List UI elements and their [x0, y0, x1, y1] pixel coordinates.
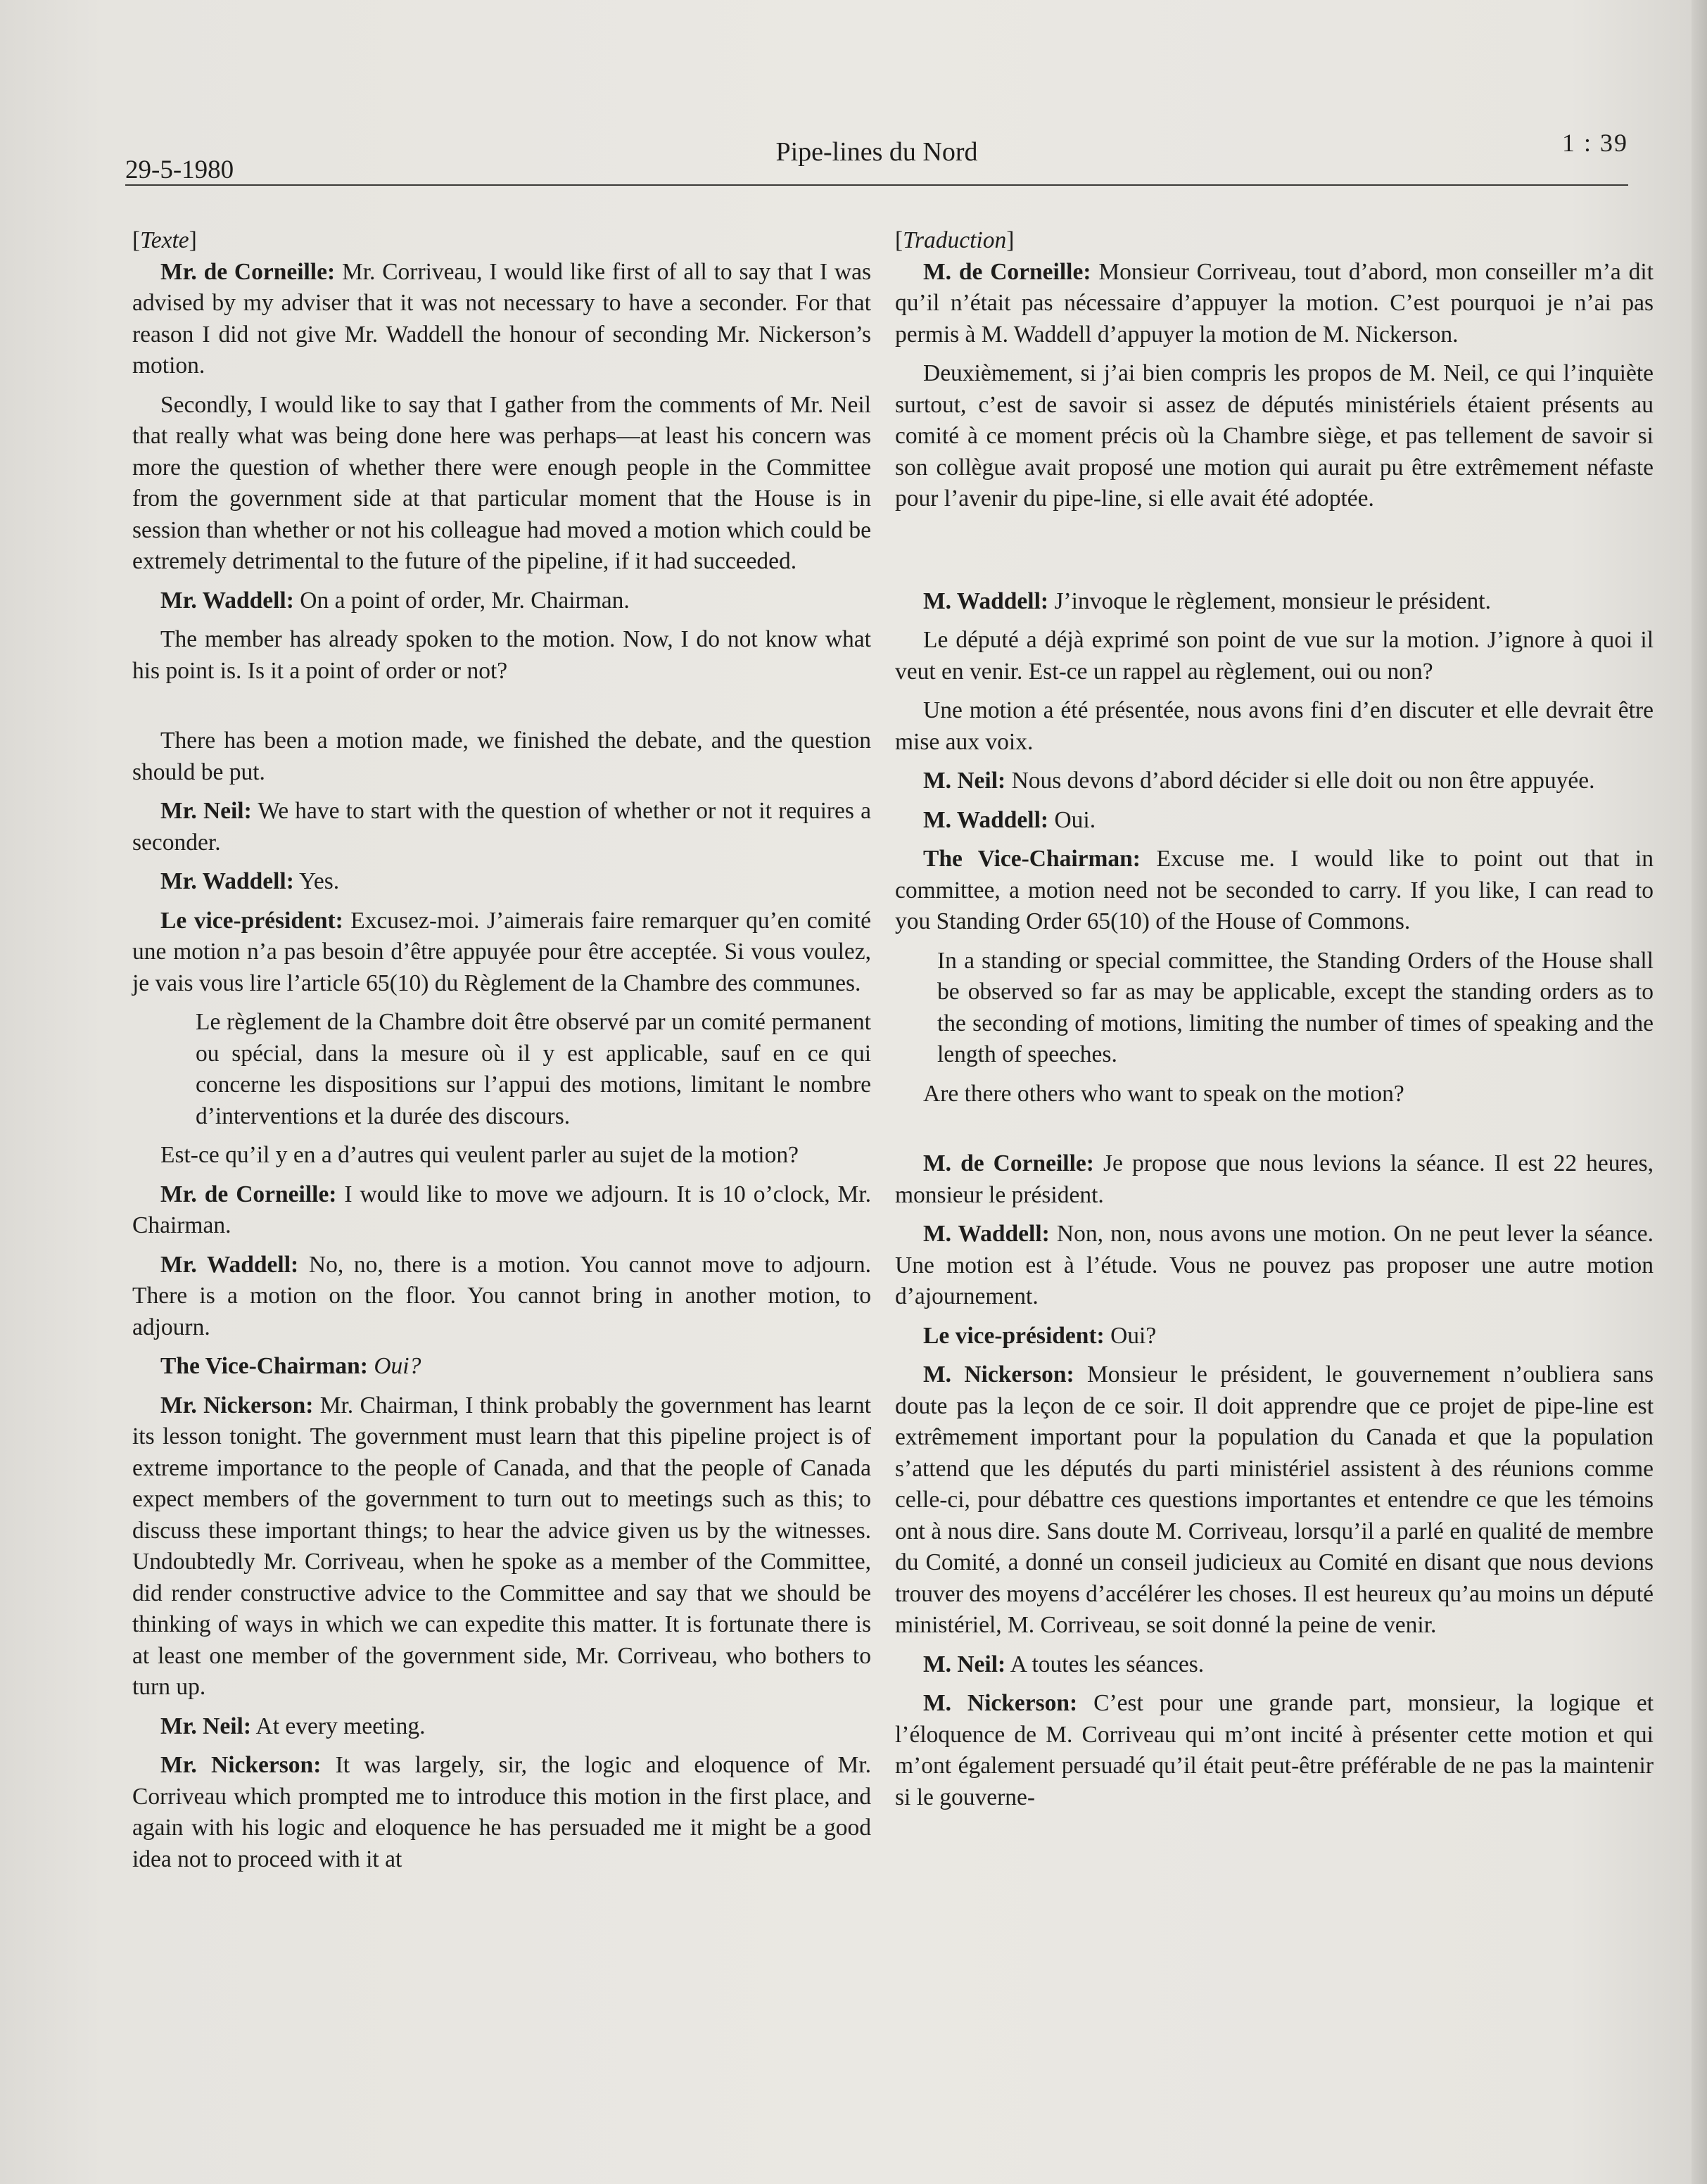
paragraph: Deuxièmement, si j’ai bien compris les propos de M. Neil, ce qui l’inquiète surtout, c’est de savoir si assez de députés ministériels étaient présents au comité à ce moment précis où la Chambre siège, et pas tellement de savoir si son collègue avait proposé une motion qui aurait pu être extrêmement néfaste pour l’avenir du pipe-line, si elle avait été adoptée. — [895, 360, 1654, 512]
spacer — [895, 1117, 1654, 1148]
speaker-name: The Vice-Chairman: — [923, 846, 1141, 872]
speaker-name: Mr. Waddell: — [160, 868, 294, 894]
column-label: [Texte] — [132, 227, 197, 253]
speaker-name: M. Neil: — [923, 768, 1006, 794]
speaker-name: M. de Corneille: — [923, 1150, 1094, 1176]
speaker-name: M. Nickerson: — [923, 1361, 1074, 1388]
speaker-name: Mr. Neil: — [160, 798, 252, 824]
paragraph: M. Waddell: Non, non, nous avons une motion. On ne peut lever la séance. Une motion est à l’étude. Vous ne pouvez pas proposer une autre motion d’ajournement. — [895, 1221, 1654, 1309]
paragraph: The member has already spoken to the motion. Now, I do not know what his point is. Is it a point of order or not? — [132, 626, 871, 684]
header-title: Pipe-lines du Nord — [775, 137, 978, 167]
spacer — [895, 523, 1654, 586]
paragraph: Le vice-président: Oui? — [923, 1322, 1157, 1349]
speaker-name: M. Waddell: — [923, 588, 1049, 614]
speaker-name: Mr. Waddell: — [160, 1251, 299, 1278]
speaker-name: Mr. Waddell: — [160, 587, 294, 614]
paragraph: M. Nickerson: C’est pour une grande part, monsieur, la logique et l’éloquence de M. Corriveau qui m’ont incité à présenter cette motion et qui m’ont également persuadé qu’il était peut-être préférable de ne pas la maintenir si le gouverne- — [895, 1690, 1654, 1810]
paragraph: Mr. Waddell: Yes. — [160, 868, 340, 894]
speaker-name: Le vice-président: — [160, 907, 343, 934]
speaker-name: Mr. Neil: — [160, 1713, 251, 1739]
paragraph: Mr. Waddell: No, no, there is a motion. You cannot move to adjourn. There is a motion on the floor. You cannot bring in another motion, to adjourn. — [132, 1251, 871, 1340]
paragraph: The Vice-Chairman: Excuse me. I would like to point out that in committee, a motion need not be seconded to carry. If you like, I can read to you Standing Order 65(10) of the House of Commons. — [895, 846, 1654, 934]
page-edge-shadow — [1692, 0, 1707, 2184]
page-header — [125, 129, 1628, 186]
right-column — [895, 225, 1654, 1821]
paragraph: M. de Corneille: Monsieur Corriveau, tout d’abord, mon conseiller m’a dit qu’il n’était pas nécessaire d’appuyer la motion. C’est pourquoi je n’ai pas permis à M. Waddell d’appuyer la motion de M. Nickerson. — [895, 258, 1654, 348]
paragraph: M. Neil: A toutes les séances. — [923, 1651, 1205, 1677]
paragraph: M. Waddell: Oui. — [923, 806, 1096, 833]
speaker-name: M. Nickerson: — [923, 1690, 1078, 1716]
paragraph: M. Waddell: J’invoque le règlement, monsieur le président. — [923, 588, 1491, 614]
paragraph: Mr. de Corneille: I would like to move we adjourn. It is 10 o’clock, Mr. Chairman. — [132, 1181, 871, 1238]
speaker-name: M. Waddell: — [923, 806, 1049, 833]
column-label: [Traduction] — [895, 227, 1015, 253]
paragraph: M. Neil: Nous devons d’abord décider si elle doit ou non être appuyée. — [923, 768, 1595, 794]
paragraph: There has been a motion made, we finished the debate, and the question should be put. — [132, 728, 871, 785]
paragraph: Are there others who want to speak on the motion? — [923, 1080, 1404, 1107]
paragraph: Secondly, I would like to say that I gather from the comments of Mr. Neil that really what was being done here was perhaps—at least his concern was more the question of whether there were enough people in the Committee from the government side at that particular moment that the House is in session than whether or not his colleague had moved a motion which could be extremely detrimental to the future of the pipeline, if it had succeeded. — [132, 391, 871, 574]
paragraph: Mr. Neil: We have to start with the question of whether or not it requires a seconder. — [132, 798, 871, 856]
paragraph: M. Nickerson: Monsieur le président, le gouvernement n’oubliera sans doute pas la leçon de ce soir. Il doit apprendre que ce projet de pipe-line est extrêmement important pour la population du Canada et que la population s’attend que les députés du parti ministériel assistent à des réunions comme celle-ci, pour débattre ces questions importantes et entendre ce que les témoins ont à nous dire. Sans doute M. Corriveau, lorsqu’il a parlé en qualité de membre du Comité, a donné un conseil judicieux au Comité en disant que nous devions trouver des moyens d’accélérer les choses. Il est heureux qu’au moins un député ministériel, M. Corriveau, se soit donné la peine de venir. — [895, 1361, 1654, 1638]
speaker-name: Mr. de Corneille: — [160, 1181, 337, 1207]
header-page-number: 1 : 39 — [1561, 129, 1628, 157]
left-column — [132, 225, 871, 1883]
speaker-name: M. Waddell: — [923, 1221, 1050, 1247]
speaker-name: Mr. Nickerson: — [160, 1392, 314, 1418]
speaker-name: The Vice-Chairman: — [160, 1353, 368, 1379]
spacer — [132, 694, 871, 725]
speaker-name: Mr. Nickerson: — [160, 1752, 322, 1778]
block-quote: In a standing or special committee, the Standing Orders of the House shall be observed so far as may be applicable, except the standing orders as to the seconding of motions, limiting the number of times of speaking and the length of speeches. — [937, 947, 1654, 1067]
paragraph: Mr. Nickerson: It was largely, sir, the logic and eloquence of Mr. Corriveau which prompted me to introduce this motion in the first place, and again with his logic and eloquence he has persuaded me it might be a good idea not to proceed with it at — [132, 1752, 871, 1872]
speaker-name: M. de Corneille: — [923, 258, 1091, 285]
speaker-name: M. Neil: — [923, 1651, 1006, 1677]
block-quote: Le règlement de la Chambre doit être observé par un comité permanent ou spécial, dans la mesure où il y est applicable, sauf en ce qui concerne les dispositions sur l’appui des motions, limitant le nombre d’interventions et la durée des discours. — [196, 1009, 871, 1129]
paragraph: Est-ce qu’il y en a d’autres qui veulent parler au sujet de la motion? — [160, 1142, 799, 1168]
paragraph: Mr. de Corneille: Mr. Corriveau, I would like first of all to say that I was advised by my adviser that it was not necessary to have a seconder. For that reason I did not give Mr. Waddell the honour of seconding Mr. Nickerson’s motion. — [132, 258, 871, 379]
paragraph: Mr. Neil: At every meeting. — [160, 1713, 426, 1739]
speaker-name: Mr. de Corneille: — [160, 258, 336, 285]
header-date: 29-5-1980 — [125, 155, 234, 184]
paragraph: The Vice-Chairman: Oui? — [160, 1353, 421, 1379]
speaker-name: Le vice-président: — [923, 1322, 1105, 1349]
paragraph: Le vice-président: Excusez-moi. J’aimerais faire remarquer qu’en comité une motion n’a pas besoin d’être appuyée pour être acceptée. Si vous voulez, je vais vous lire l’article 65(10) du Règlement de la Chambre des communes. — [132, 907, 871, 996]
paragraph: Mr. Nickerson: Mr. Chairman, I think probably the government has learnt its lesson tonight. The government must learn that this pipeline project is of extreme importance to the people of Canada, and that the people of Canada expect members of the government to turn out to meetings such as this; to discuss these important things; to hear the advice given us by the witnesses. Undoubtedly Mr. Corriveau, when he spoke as a member of the Committee, did render constructive advice to the Committee and say that we should be thinking of ways in which we can expedite this matter. It is fortunate there is at least one member of the government side, Mr. Corriveau, who bothers to turn up. — [132, 1392, 871, 1700]
paragraph: M. de Corneille: Je propose que nous levions la séance. Il est 22 heures, monsieur le président. — [895, 1150, 1654, 1208]
paragraph: Mr. Waddell: On a point of order, Mr. Chairman. — [160, 587, 630, 614]
paragraph: Une motion a été présentée, nous avons fini d’en discuter et elle devrait être mise aux voix. — [895, 697, 1654, 755]
paragraph: Le député a déjà exprimé son point de vue sur la motion. J’ignore à quoi il veut en venir. Est-ce un rappel au règlement, oui ou non? — [895, 627, 1654, 685]
